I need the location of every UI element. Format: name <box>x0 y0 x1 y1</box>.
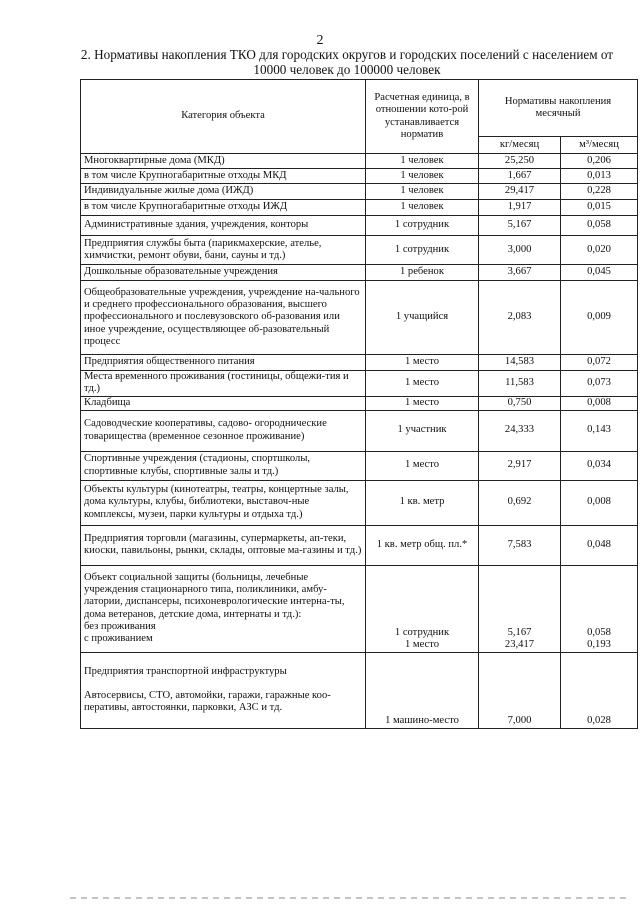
row-category: Кладбища <box>81 396 366 410</box>
row-category: Общеобразовательные учреждения, учреждение на-чального и среднего профессионального образования, высшего профессионального и послевузовского об-разования или иное учреждение, осуществляющее об-разовательный процесс <box>81 281 366 355</box>
row-m3: 0,143 <box>561 410 638 451</box>
row-kg: 0,750 <box>479 396 561 410</box>
row-m3: 0,015 <box>561 200 638 216</box>
table-row <box>81 525 638 565</box>
table-row <box>81 396 638 410</box>
social-kg <box>479 565 561 652</box>
table-row <box>81 169 638 184</box>
transport-m3-value: 0,028 <box>587 715 611 727</box>
table-row <box>81 154 638 169</box>
row-category: Дошкольные образовательные учреждения <box>81 265 366 281</box>
header-norm: Нормативы накопления месячный <box>479 80 638 137</box>
row-kg: 1,917 <box>479 200 561 216</box>
table-row <box>81 216 638 236</box>
table-row <box>81 652 638 728</box>
table-row <box>81 200 638 216</box>
row-unit: 1 место <box>366 451 479 480</box>
transport-m3 <box>561 652 638 728</box>
row-kg: 5,167 <box>479 216 561 236</box>
table-row <box>81 265 638 281</box>
social-unit <box>366 565 479 652</box>
table-row <box>81 565 638 652</box>
row-kg: 0,692 <box>479 480 561 525</box>
row-category: Места временного проживания (гостиницы, общежи-тия и тд.) <box>81 371 366 397</box>
row-category: Административные здания, учреждения, конторы <box>81 216 366 236</box>
norms-table <box>80 79 638 729</box>
transport-text: Автосервисы, СТО, автомойки, гаражи, гаражные коо-перативы, автостоянки, парковки, АЗС и тд. <box>84 689 331 714</box>
header-category: Категория объекта <box>81 80 366 154</box>
row-unit: 1 сотрудник <box>366 216 479 236</box>
row-m3: 0,073 <box>561 371 638 397</box>
header-kg: кг/месяц <box>479 137 561 154</box>
row-category: Спортивные учреждения (стадионы, спортшколы, спортивные клубы, спортивные залы и тд.) <box>81 451 366 480</box>
social-m3 <box>561 565 638 652</box>
transport-text: Предприятия транспортной инфраструктуры <box>84 665 287 677</box>
title-line-2: 10000 человек до 100000 человек <box>253 62 441 77</box>
table-row <box>81 480 638 525</box>
social-unit-value: 1 место <box>404 639 440 651</box>
page-number: 2 <box>316 33 324 48</box>
row-kg: 7,583 <box>479 525 561 565</box>
social-category <box>81 565 366 652</box>
table-row <box>81 281 638 355</box>
table-row <box>81 184 638 200</box>
transport-unit <box>366 652 479 728</box>
row-m3: 0,206 <box>561 154 638 169</box>
header-m3: м³/месяц <box>561 137 638 154</box>
row-unit: 1 учащийся <box>366 281 479 355</box>
table-row <box>81 371 638 397</box>
table-body <box>81 154 638 729</box>
document-title <box>68 47 626 77</box>
row-kg: 24,333 <box>479 410 561 451</box>
table-row <box>81 355 638 371</box>
row-m3: 0,009 <box>561 281 638 355</box>
header-unit: Расчетная единица, в отношении кото-рой устанавливается норматив <box>366 80 479 154</box>
row-kg: 29,417 <box>479 184 561 200</box>
social-text: без проживания <box>84 620 156 632</box>
row-unit: 1 ребенок <box>366 265 479 281</box>
row-unit: 1 человек <box>366 200 479 216</box>
row-unit: 1 человек <box>366 169 479 184</box>
row-kg: 2,083 <box>479 281 561 355</box>
social-text: с проживанием <box>84 633 153 645</box>
transport-kg <box>479 652 561 728</box>
social-m3-value: 0,193 <box>587 639 611 651</box>
row-category: Предприятия общественного питания <box>81 355 366 371</box>
row-category: в том числе Крупногабаритные отходы МКД <box>81 169 366 184</box>
row-category: Предприятия службы быта (парикмахерские, ателье, химчистки, ремонт обуви, бани, сауны и тд.) <box>81 236 366 265</box>
row-m3: 0,058 <box>561 216 638 236</box>
social-kg-value: 5,167 <box>507 627 532 638</box>
transport-unit-value: 1 машино-место <box>385 715 459 727</box>
row-kg: 3,000 <box>479 236 561 265</box>
row-kg: 3,667 <box>479 265 561 281</box>
social-text: Объект социальной защиты (больницы, лечебные учреждения стационарного типа, поликлиники, амбу-латории, диспансеры, психоневрологические интерна-ты, дома ветеранов, детские дома, интернаты и тд.): <box>84 571 345 620</box>
row-unit: 1 кв. метр <box>366 480 479 525</box>
row-category: Садоводческие кооперативы, садово- огороднические товарищества (временное сезонное проживание) <box>81 410 366 451</box>
row-m3: 0,034 <box>561 451 638 480</box>
row-m3: 0,072 <box>561 355 638 371</box>
row-unit: 1 кв. метр общ. пл.* <box>366 525 479 565</box>
row-kg: 14,583 <box>479 355 561 371</box>
transport-category <box>81 652 366 728</box>
row-category: Объекты культуры (кинотеатры, театры, концертные залы, дома культуры, клубы, библиотеки, выставоч-ные комплексы, музеи, парки культуры и отдыха тд.) <box>81 480 366 525</box>
row-unit: 1 место <box>366 371 479 397</box>
row-kg: 11,583 <box>479 371 561 397</box>
row-m3: 0,008 <box>561 396 638 410</box>
row-category: Многоквартирные дома (МКД) <box>81 154 366 169</box>
row-unit: 1 участник <box>366 410 479 451</box>
row-m3: 0,008 <box>561 480 638 525</box>
row-unit: 1 человек <box>366 154 479 169</box>
row-kg: 2,917 <box>479 451 561 480</box>
social-unit-value: 1 сотрудник <box>394 627 450 638</box>
table-row <box>81 410 638 451</box>
row-kg: 25,250 <box>479 154 561 169</box>
row-m3: 0,228 <box>561 184 638 200</box>
title-line-1: 2. Нормативы накопления ТКО для городских округов и городских поселений с населением от <box>80 47 614 62</box>
table-row <box>81 451 638 480</box>
social-m3-value: 0,058 <box>587 627 611 638</box>
transport-kg-value: 7,000 <box>507 715 532 727</box>
row-m3: 0,045 <box>561 265 638 281</box>
row-category: Индивидуальные жилые дома (ИЖД) <box>81 184 366 200</box>
table-row <box>81 236 638 265</box>
row-kg: 1,667 <box>479 169 561 184</box>
row-unit: 1 человек <box>366 184 479 200</box>
row-unit: 1 место <box>366 355 479 371</box>
row-m3: 0,048 <box>561 525 638 565</box>
row-m3: 0,013 <box>561 169 638 184</box>
social-kg-value: 23,417 <box>504 639 535 651</box>
row-category: Предприятия торговли (магазины, супермаркеты, ап-теки, киоски, павильоны, рынки, склады, оптовые ма-газины и тд.) <box>81 525 366 565</box>
row-category: в том числе Крупногабаритные отходы ИЖД <box>81 200 366 216</box>
scan-edge <box>70 897 630 899</box>
row-unit: 1 сотрудник <box>366 236 479 265</box>
row-m3: 0,020 <box>561 236 638 265</box>
row-unit: 1 место <box>366 396 479 410</box>
